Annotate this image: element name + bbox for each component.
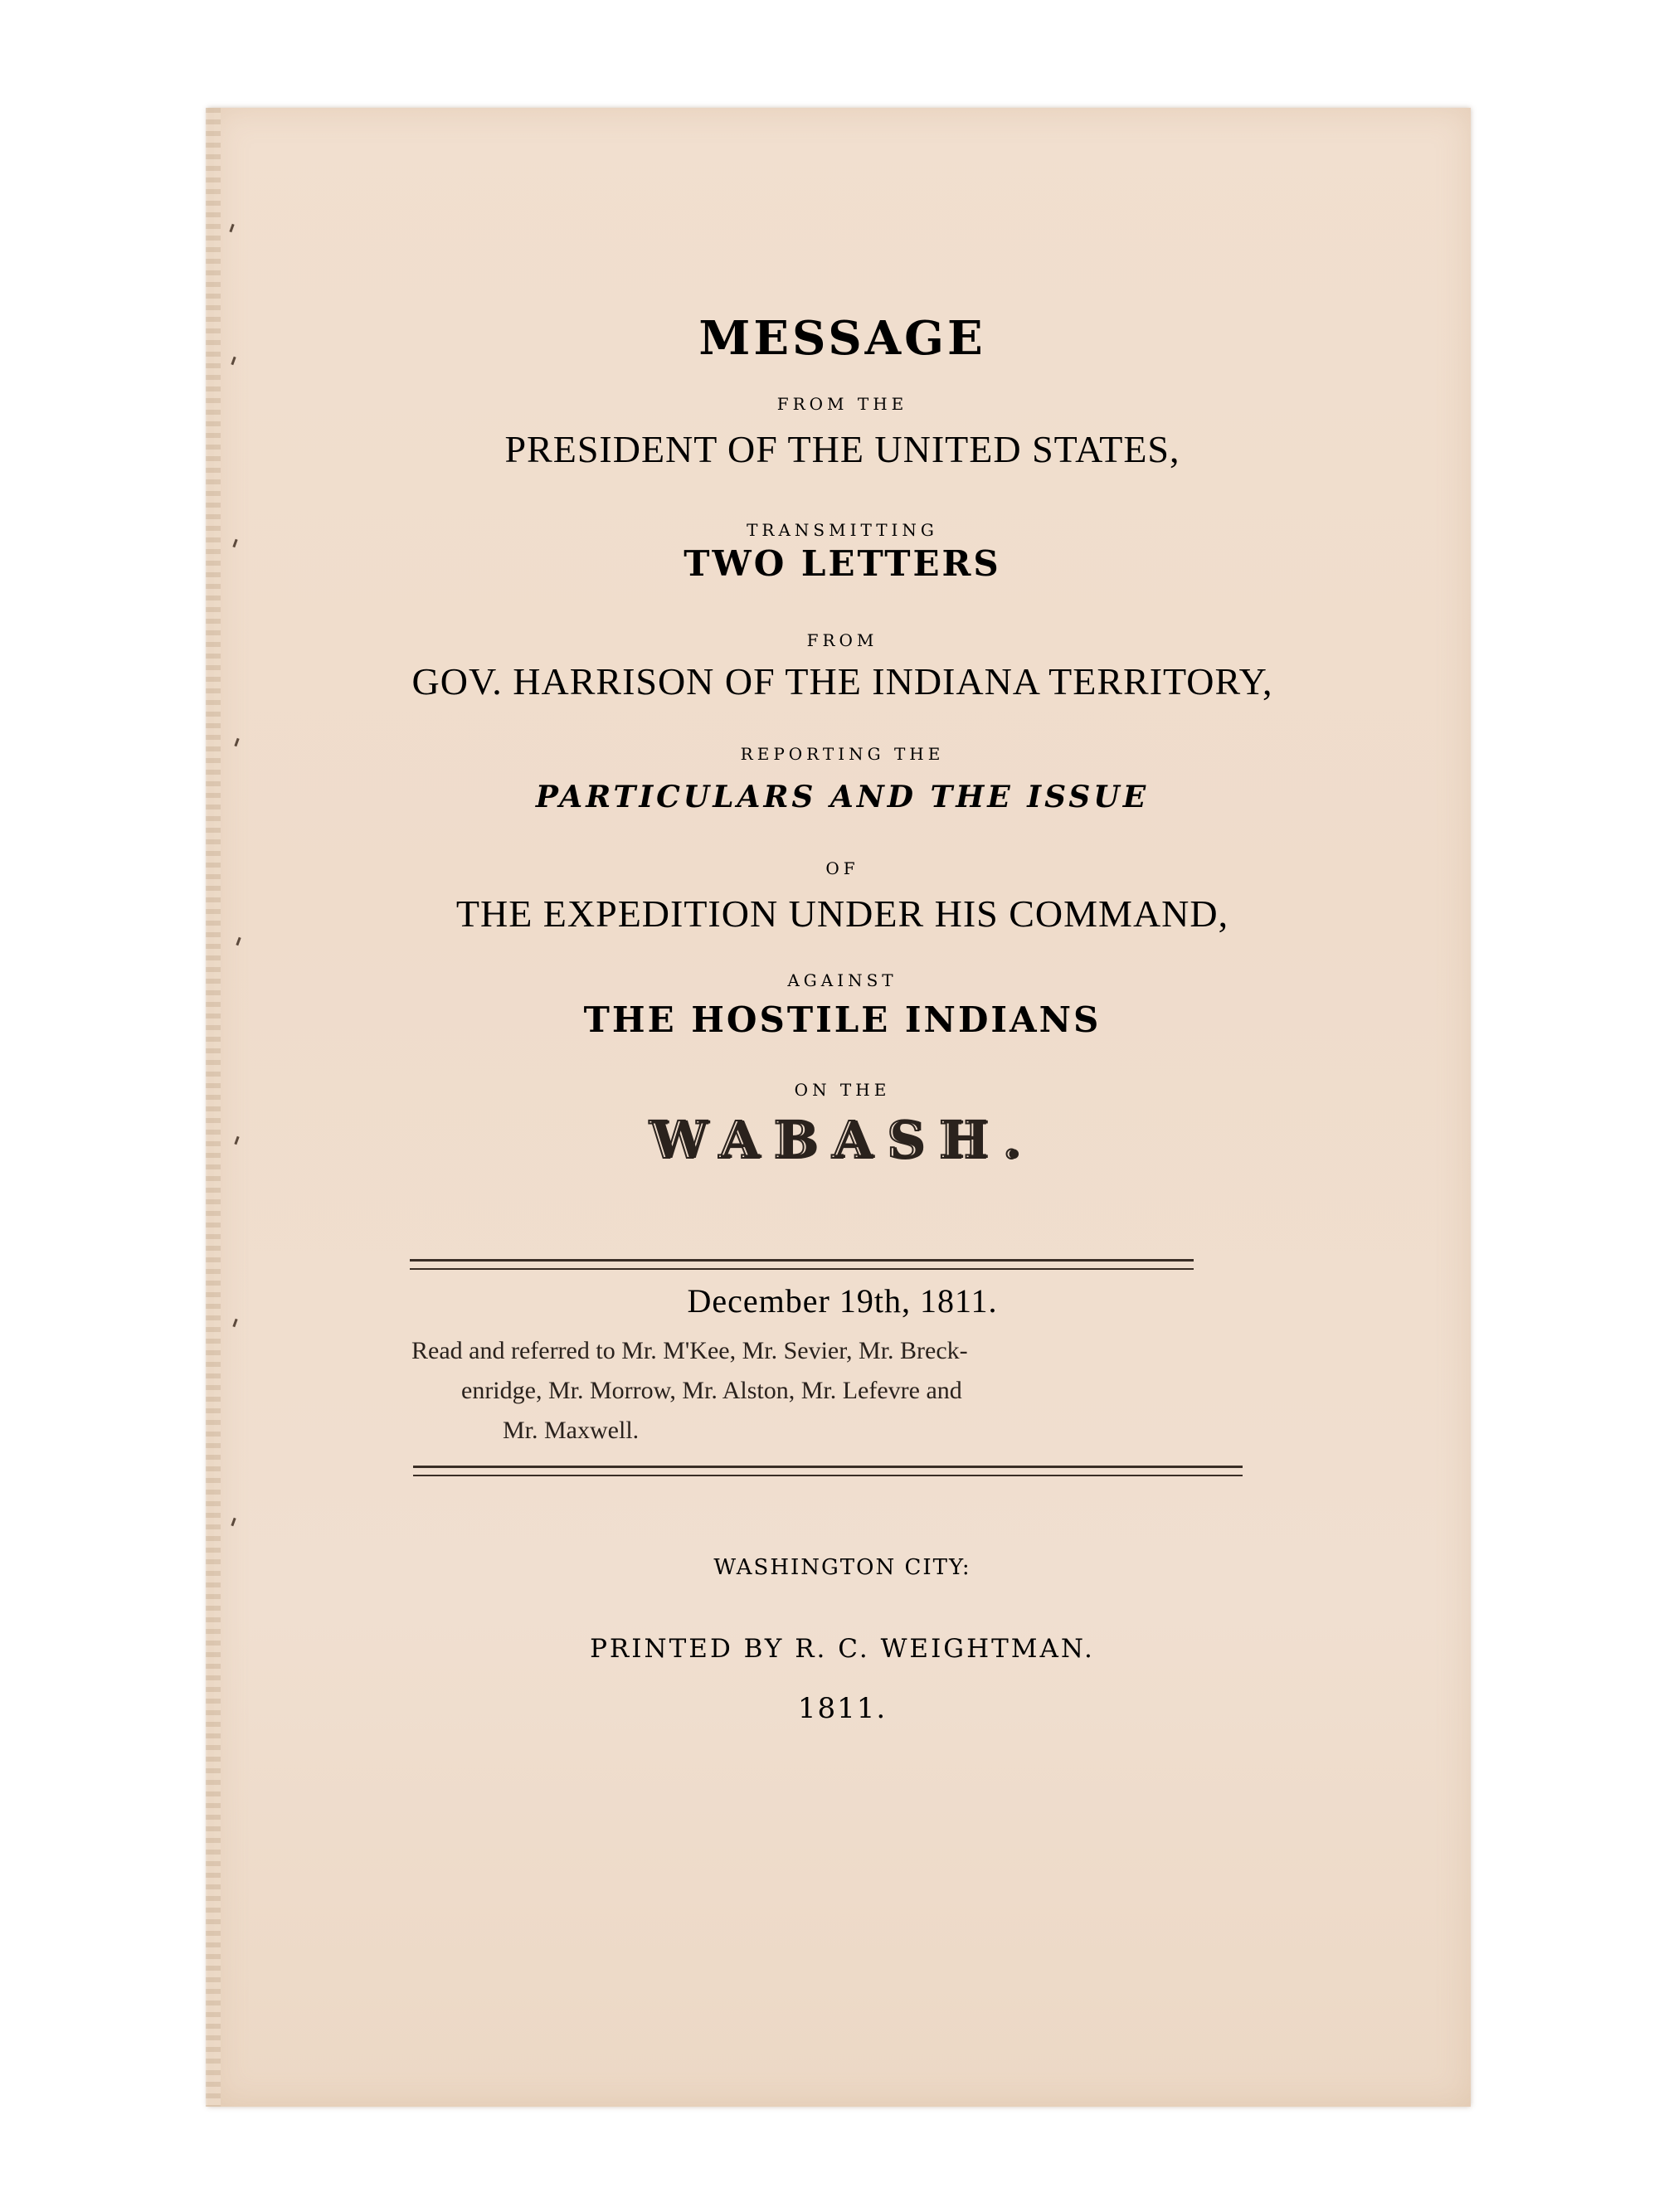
transmitting-label: TRANSMITTING (747, 520, 938, 540)
two-letters-heading: TWO LETTERS (684, 543, 1001, 584)
on-the-label: ON THE (794, 1080, 891, 1100)
date-line: December 19th, 1811. (687, 1282, 998, 1320)
from-the-label: FROM THE (776, 394, 908, 414)
governor-line: GOV. HARRISON OF THE INDIANA TERRITORY, (411, 660, 1273, 702)
year-line: 1811. (797, 1692, 888, 1725)
from-label: FROM (806, 630, 878, 650)
referral-line-1: Read and referred to Mr. M'Kee, Mr. Sevier, Mr. Breck- (411, 1337, 968, 1364)
printer-line: PRINTED BY R. C. WEIGHTMAN. (590, 1634, 1095, 1664)
stitch-mark (231, 1518, 236, 1526)
lower-double-rule (413, 1466, 1243, 1476)
place-line: WASHINGTON CITY: (713, 1555, 971, 1580)
president-line: PRESIDENT OF THE UNITED STATES, (504, 428, 1180, 470)
referral-line-2: enridge, Mr. Morrow, Mr. Alston, Mr. Lefevre and (461, 1377, 962, 1404)
of-label: OF (825, 858, 859, 878)
stitch-mark (229, 224, 234, 232)
upper-double-rule (410, 1259, 1194, 1270)
stitch-mark (236, 937, 241, 946)
referral-line-3: Mr. Maxwell. (503, 1417, 640, 1444)
wabash-heading: WABASH. (649, 1110, 1036, 1170)
title-message: MESSAGE (698, 311, 986, 366)
particulars-line: PARTICULARS AND THE ISSUE (535, 780, 1150, 814)
hostile-indians-heading: THE HOSTILE INDIANS (583, 999, 1102, 1040)
pamphlet-page (207, 108, 1471, 2107)
reporting-label: REPORTING THE (740, 744, 945, 764)
against-label: AGAINST (787, 970, 898, 990)
expedition-line: THE EXPEDITION UNDER HIS COMMAND, (455, 892, 1229, 935)
